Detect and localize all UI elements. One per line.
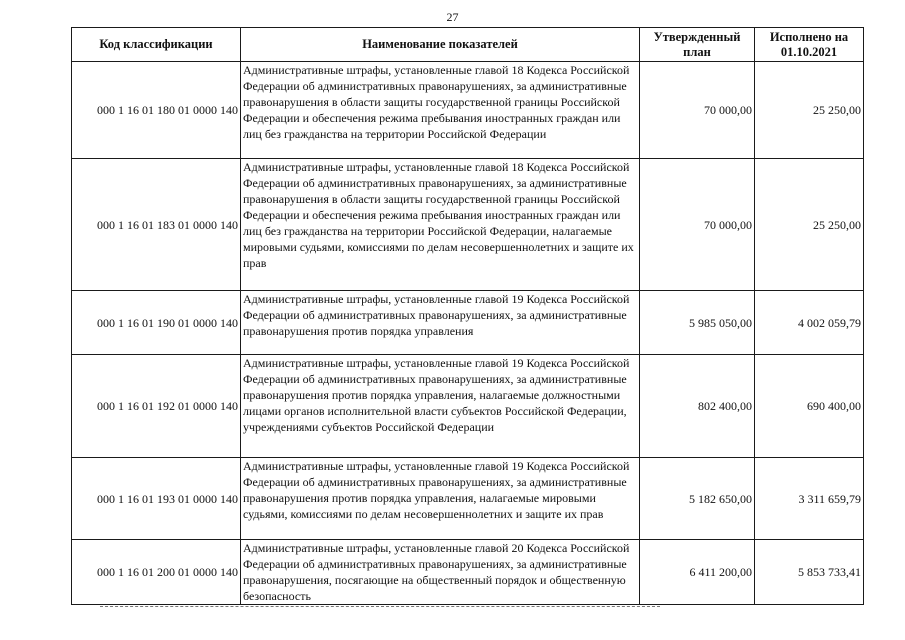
- header-name: Наименование показателей: [241, 28, 640, 62]
- classification-code: 000 1 16 01 200 01 0000 140: [72, 540, 241, 605]
- plan-amount: 6 411 200,00: [640, 540, 755, 605]
- table-row: [72, 355, 864, 458]
- classification-code: 000 1 16 01 183 01 0000 140: [72, 159, 241, 291]
- indicator-name: Административные штрафы, установленные главой 18 Кодекса Российской Федерации об административных правонарушениях, за административные правонарушения в области защиты государственной границы Российской Федерации и обеспечения режима пребывания иностранных граждан или лиц без гражданства на территории Российской Федерации: [241, 62, 640, 159]
- classification-code: 000 1 16 01 193 01 0000 140: [72, 458, 241, 540]
- page-number: 27: [446, 10, 459, 24]
- indicator-name: Административные штрафы, установленные главой 19 Кодекса Российской Федерации об административных правонарушениях, за административные правонарушения против порядка управления, налагаемые мировыми судьями, комиссиями по делам несовершеннолетних и защите их прав: [241, 458, 640, 540]
- header-plan: Утвержденный план: [640, 28, 755, 62]
- budget-table: [71, 27, 864, 605]
- classification-code: 000 1 16 01 180 01 0000 140: [72, 62, 241, 159]
- executed-amount: 690 400,00: [755, 355, 864, 458]
- classification-code: 000 1 16 01 190 01 0000 140: [72, 291, 241, 355]
- table-row: [72, 458, 864, 540]
- executed-amount: 25 250,00: [755, 159, 864, 291]
- header-executed: Исполнено на 01.10.2021: [755, 28, 864, 62]
- indicator-name: Административные штрафы, установленные главой 20 Кодекса Российской Федерации об административных правонарушениях, за административные правонарушения, посягающие на общественный порядок и общественную безопасность: [241, 540, 640, 605]
- indicator-name: Административные штрафы, установленные главой 18 Кодекса Российской Федерации об административных правонарушениях, за административные правонарушения в области защиты государственной границы Российской Федерации и обеспечения режима пребывания иностранных граждан или лиц без гражданства на территории Российской Федерации, налагаемые мировыми судьями, комиссиями по делам несовершеннолетних и защите их прав: [241, 159, 640, 291]
- table-row: [72, 291, 864, 355]
- executed-amount: 5 853 733,41: [755, 540, 864, 605]
- plan-amount: 5 985 050,00: [640, 291, 755, 355]
- table-row: [72, 159, 864, 291]
- table-row: [72, 62, 864, 159]
- executed-amount: 25 250,00: [755, 62, 864, 159]
- plan-amount: 5 182 650,00: [640, 458, 755, 540]
- plan-amount: 802 400,00: [640, 355, 755, 458]
- executed-amount: 4 002 059,79: [755, 291, 864, 355]
- table-row: [72, 540, 864, 605]
- indicator-name: Административные штрафы, установленные главой 19 Кодекса Российской Федерации об административных правонарушениях, за административные правонарушения против порядка управления: [241, 291, 640, 355]
- header-row: [72, 28, 864, 62]
- plan-amount: 70 000,00: [640, 159, 755, 291]
- indicator-name: Административные штрафы, установленные главой 19 Кодекса Российской Федерации об административных правонарушениях, за административные правонарушения против порядка управления, налагаемые должностными лицами органов исполнительной власти субъектов Российской Федерации, учреждениями субъектов Российской Федерации: [241, 355, 640, 458]
- scan-artifact-line: [100, 606, 660, 611]
- executed-amount: 3 311 659,79: [755, 458, 864, 540]
- plan-amount: 70 000,00: [640, 62, 755, 159]
- classification-code: 000 1 16 01 192 01 0000 140: [72, 355, 241, 458]
- header-code: Код классификации: [72, 28, 241, 62]
